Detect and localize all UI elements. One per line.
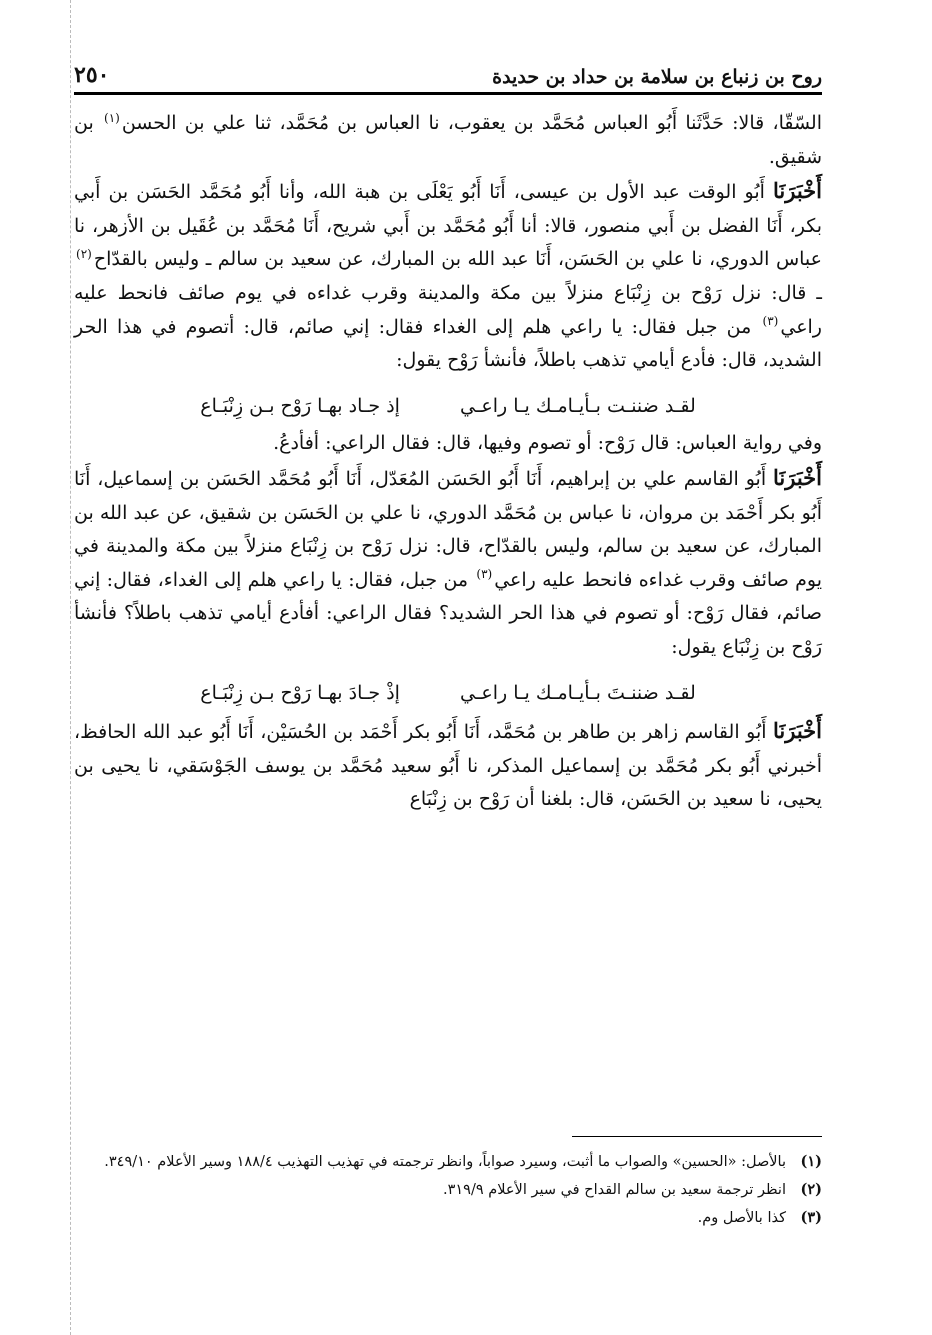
- scan-edge: [70, 0, 71, 1335]
- footnotes: [74, 1148, 822, 1232]
- paragraph-tail: من جبل، فقال: يا راعي هلم إلى الغداء، فقال: إني صائم، فقال رَوْح: أو تصوم في هذا الحر الشديد؟ فقال الراعي: أفأدع أيامي تذهب باطلاً؟ فأنشأ رَوْح بن زِنْبَاع يقول:: [74, 568, 822, 658]
- footnote-text: بالأصل: «الحسين» والصواب ما أثبت، وسيرد صواباً، وانظر ترجمته في تهذيب التهذيب ١٨٨/٤ وسير الأعلام ٣٤٩/١٠.: [104, 1154, 786, 1170]
- footnote-mark: (١): [800, 1153, 822, 1170]
- paragraph-text: أَبُو القاسم علي بن إبراهيم، أَنَا أَبُو الحَسَن المُعَدّل، أَنَا أَبُو مُحَمَّد الحَسَن بن إسماعيل، أَنَا أَبُو بكر أَحْمَد بن مروان، نا عباس بن مُحَمَّد الدوري، نا علي بن الحَسَن بن شقيق، عن عبد الله بن المبارك، عن سعيد بن سالم، وليس بالقدّاح، قال: نزل رَوْح بن زِنْبَاع منزلاً بين مكة والمدينة في يوم صائف وقرب غداءه فانحط عليه راعي: [74, 467, 822, 591]
- page-number: ٢٥٠: [74, 62, 110, 88]
- footnote-mark: (٢): [800, 1181, 822, 1198]
- verse-first-hemistich: لقـد ضننـت بـأيـامـك يـا راعـي: [459, 394, 696, 417]
- verse-1: [74, 390, 822, 424]
- footnote-reference: (١): [104, 110, 120, 125]
- paragraph-2: [74, 174, 822, 378]
- paragraph-text: أَبُو القاسم زاهر بن طاهر بن مُحَمَّد، أَنَا أَبُو بكر أَحْمَد بن الحُسَيْن، أَنَا أَبُو عبد الله الحافظ، أخبرني أَبُو بكر مُحَمَّد بن إسماعيل المذكر، نا أَبُو سعيد مُحَمَّد بن يوسف الجَوْسَقي، نا يحيى بن يحيى، نا سعيد بن الحَسَن، قال: بلغنا أن رَوْح بن زِنْبَاع: [74, 721, 822, 811]
- paragraph-tail: ـ قال: نزل رَوْح بن زِنْبَاع منزلاً بين مكة والمدينة وقرب غداءه في يوم صائف فانحط عليه راعي: [74, 281, 822, 338]
- running-title: روح بن زنباع بن سلامة بن حداد بن حديدة: [492, 66, 822, 88]
- paragraph-tail: من جبل فقال: يا راعي هلم إلى الغداء فقال: إني صائم، قال: أتصوم في هذا الحر الشديد، قال: فأدع أيامي تذهب باطلاً، فأنشأ رَوْح يقول:: [74, 315, 822, 372]
- verse-second-hemistich: إذْ جـادَ بهـا رَوْح بـن زِنْبَـاع: [200, 681, 400, 704]
- paragraph-text: السّقّا، قالا: حَدَّثَنا أَبُو العباس مُحَمَّد بن يعقوب، نا العباس بن مُحَمَّد، ثنا علي بن الحسن: [121, 112, 823, 134]
- footnote-reference: (٢): [76, 247, 92, 262]
- verse-second-hemistich: إذ جـاد بهـا رَوْح بـن زِنْبَـاع: [200, 394, 400, 417]
- footnote-reference: (٣): [762, 314, 779, 329]
- book-page: [74, 40, 822, 1320]
- footnote-reference: (٣): [476, 567, 493, 582]
- paragraph-text: أَبُو الوقت عبد الأول بن عيسى، أَنَا أَبُو يَعْلَى بن هبة الله، وأنا أَبُو مُحَمَّد الحَسَن بن أَبي بكر، أَنَا الفضل بن أَبي منصور، قالا: أنا أَبُو مُحَمَّد بن أَبي شريح، أَنَا مُحَمَّد بن عُقَيل بن الأزهر، نا عباس الدوري، نا علي بن الحَسَن، أَنَا عبد الله بن المبارك، عن سعيد بن سالم ـ وليس بالقدّاح: [74, 181, 822, 271]
- main-text: [74, 107, 822, 817]
- footnote-text: انظر ترجمة سعيد بن سالم القداح في سير الأعلام ٣١٩/٩.: [443, 1182, 786, 1198]
- verse-2: [74, 677, 822, 711]
- footnote-3: [74, 1204, 822, 1232]
- isnad-lead: أَخْبَرَنَا: [773, 178, 822, 204]
- page-header: [74, 40, 822, 95]
- paragraph-3: [74, 461, 822, 665]
- footnote-2: [74, 1176, 822, 1204]
- paragraph-tail: بن شقيق.: [74, 112, 822, 168]
- footnote-mark: (٣): [800, 1209, 822, 1226]
- isnad-lead: أَخْبَرَنَا: [773, 718, 822, 744]
- footnote-separator: [572, 1136, 822, 1137]
- verse-first-hemistich: لقـد ضننـتَ بـأيـامـك يـا راعـي: [459, 681, 696, 704]
- footnote-1: [74, 1148, 822, 1176]
- paragraph-4: [74, 714, 822, 817]
- paragraph-1: [74, 107, 822, 174]
- footnote-text: كذا بالأصل وم.: [697, 1210, 786, 1226]
- abbas-variant-line: وفي رواية العباس: قال رَوْح: أو تصوم وفيها، قال: فقال الراعي: أفأدعُ.: [273, 432, 822, 455]
- isnad-lead: أَخْبَرَنَا: [773, 464, 822, 490]
